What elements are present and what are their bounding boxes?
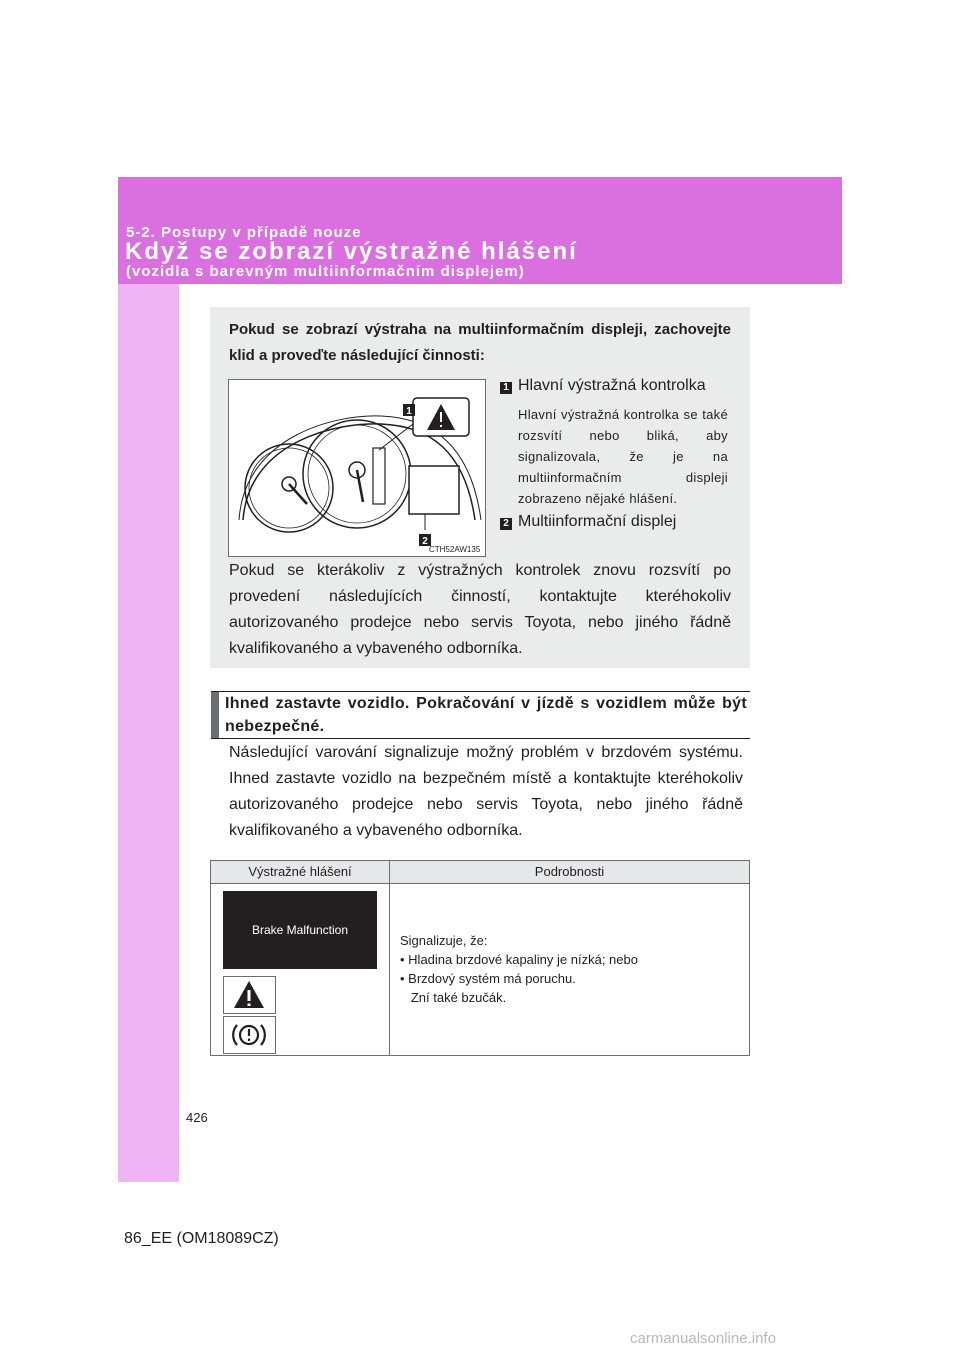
page-number: 426 bbox=[186, 1110, 208, 1125]
page-title: Když se zobrazí výstražné hlášení bbox=[125, 238, 578, 265]
column-header-message: Výstražné hlášení bbox=[248, 864, 352, 879]
intro-text: Pokud se zobrazí výstraha na multiinformačním displeji, zachovejte klid a proveďte následující činnosti: bbox=[229, 321, 731, 364]
warning-accent bbox=[211, 692, 219, 738]
document-code: 86_EE (OM18089CZ) bbox=[124, 1230, 279, 1247]
details-line-4: Zní také bzučák. bbox=[400, 990, 507, 1005]
info-body-text: Pokud se kterákoliv z výstražných kontrolek znovu rozsvítí po provedení následujících činností, kontaktujte kteréhokoliv autorizovaného prodejce nebo servis Toyota, nebo jiného řádně kvalifikovaného a vybaveného odborníka. bbox=[229, 562, 731, 657]
side-band bbox=[118, 284, 179, 1182]
details-line-3: • Brzdový systém má poruchu. bbox=[400, 971, 576, 986]
callout-description-1: Hlavní výstražná kontrolka se také rozsvítí nebo bliká, aby signalizovala, že je na multiinformačním displeji zobrazeno nějaké hlášení. bbox=[518, 407, 728, 506]
figure-code: CTH52AW135 bbox=[429, 545, 481, 554]
watermark: carmanualsonline.info bbox=[630, 1330, 776, 1347]
page-subtitle: (vozidla s barevným multiinformačním displejem) bbox=[126, 263, 525, 280]
details-line-1: Signalizuje, že: bbox=[400, 933, 488, 948]
column-header-details: Podrobnosti bbox=[534, 864, 605, 879]
callout-title-2: Multiinformační displej bbox=[518, 513, 677, 530]
brake-malfunction-display: Brake Malfunction bbox=[223, 891, 377, 969]
warning-triangle-icon bbox=[223, 976, 276, 1014]
details-line-2: • Hladina brzdové kapaliny je nízká; nebo bbox=[400, 952, 638, 967]
svg-text:1: 1 bbox=[406, 406, 412, 417]
message-details bbox=[400, 931, 740, 1007]
warning-body-text: Následující varování signalizuje možný problém v brzdovém systému. Ihned zastavte vozidlo na bezpečném místě a kontaktujte kteréhokoliv autorizovaného prodejce nebo servis Toyota, nebo jiného řádně kvalifikovaného a vybaveného odborníka. bbox=[229, 744, 743, 839]
callout-title-1: Hlavní výstražná kontrolka bbox=[518, 377, 706, 394]
section-label: 5-2. Postupy v případě nouze bbox=[126, 224, 362, 241]
table-divider bbox=[389, 861, 390, 1055]
callout-marker-2: 2 bbox=[500, 518, 512, 530]
warning-heading: Ihned zastavte vozidlo. Pokračování v jízdě s vozidlem může být nebezpečné. bbox=[225, 695, 747, 735]
cluster-illustration bbox=[229, 380, 485, 556]
warning-message-table bbox=[210, 860, 750, 1056]
svg-text:2: 2 bbox=[422, 536, 428, 547]
callout-marker-1: 1 bbox=[500, 382, 512, 394]
brake-system-icon bbox=[223, 1016, 276, 1054]
warning-heading-bar bbox=[211, 691, 750, 739]
instrument-cluster-figure bbox=[228, 379, 486, 557]
